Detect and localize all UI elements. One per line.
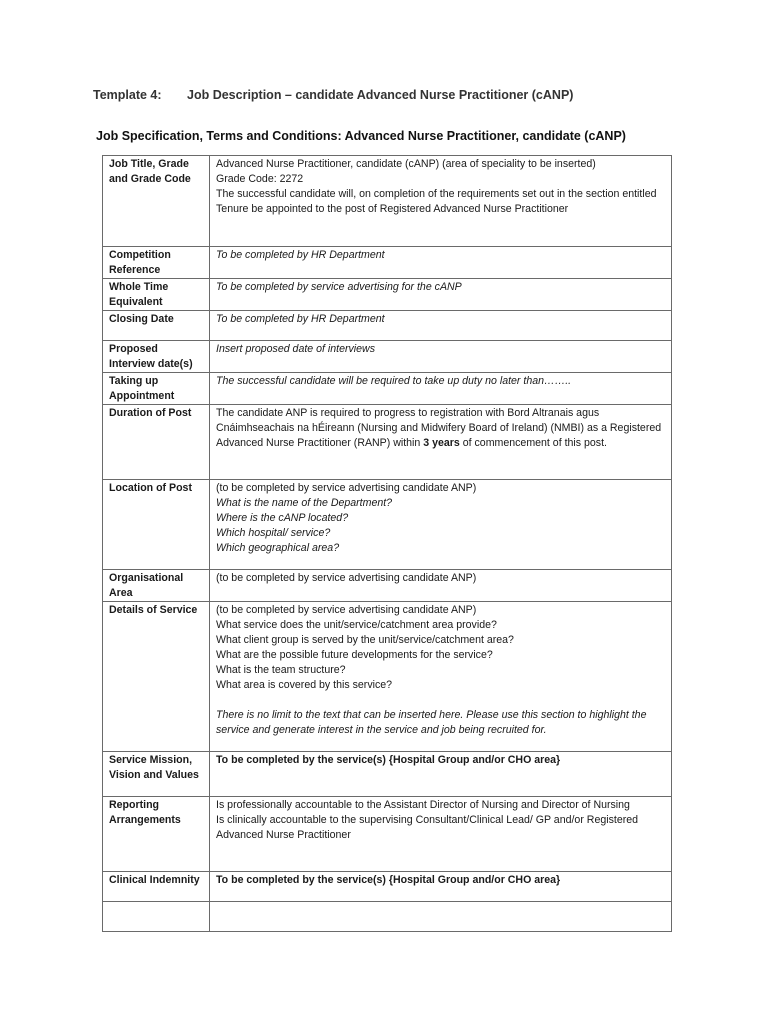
spacer [216,693,665,708]
label-clinical-indemnity: Clinical Indemnity [103,872,210,902]
service-line: What is the team structure? [216,664,346,676]
label-organisational-area: Organisational Area [103,570,210,602]
empty-label-cell [103,902,210,932]
row-organisational-area [103,570,672,602]
service-line: What client group is served by the unit/service/catchment area? [216,634,514,646]
template-title [93,88,573,102]
duration-text: The candidate ANP is required to progress to registration with Bord Altranais agus Cnáimhseachais na hÉireann (Nursing and Midwifery Board of Ireland) (NMBI) as a Registered Advanced Nurse Practitioner (RANP) within [216,407,662,449]
row-competition-reference [103,247,672,279]
job-title-line: Advanced Nurse Practitioner, candidate (cANP) (area of speciality to be inserted) [216,158,596,170]
service-line: What service does the unit/service/catchment area provide? [216,619,497,631]
value-job-title [210,156,672,247]
service-line: What area is covered by this service? [216,679,393,691]
row-location-of-post [103,480,672,570]
value-service-mission: To be completed by the service(s) {Hospital Group and/or CHO area} [210,752,672,797]
service-note: There is no limit to the text that can be inserted here. Please use this section to highlight the service and generate interest in the service and job being recruited for. [216,709,647,736]
row-details-of-service [103,602,672,752]
label-service-mission: Service Mission, Vision and Values [103,752,210,797]
location-question: What is the name of the Department? [216,497,393,509]
label-whole-time-equivalent: Whole Time Equivalent [103,279,210,311]
label-competition-reference: Competition Reference [103,247,210,279]
label-reporting-arrangements: Reporting Arrangements [103,797,210,872]
value-reporting-arrangements [210,797,672,872]
value-competition-reference: To be completed by HR Department [210,247,672,279]
value-closing-date: To be completed by HR Department [210,311,672,341]
label-details-of-service: Details of Service [103,602,210,752]
grade-code-line: Grade Code: 2272 [216,173,304,185]
value-location-of-post [210,480,672,570]
row-interview-dates [103,341,672,373]
value-whole-time-equivalent: To be completed by service advertising for the cANP [210,279,672,311]
row-clinical-indemnity [103,872,672,902]
row-service-mission [103,752,672,797]
row-empty [103,902,672,932]
value-details-of-service [210,602,672,752]
label-job-title: Job Title, Grade and Grade Code [103,156,210,247]
location-question: Where is the cANP located? [216,512,349,524]
duration-years: 3 years [423,437,460,449]
value-organisational-area: (to be completed by service advertising candidate ANP) [210,570,672,602]
value-taking-up-appointment: The successful candidate will be required to take up duty no later than…….. [210,373,672,405]
label-interview-dates: Proposed Interview date(s) [103,341,210,373]
service-line: (to be completed by service advertising candidate ANP) [216,604,477,616]
row-duration-of-post [103,405,672,480]
value-clinical-indemnity: To be completed by the service(s) {Hospital Group and/or CHO area} [210,872,672,902]
row-job-title [103,156,672,247]
label-closing-date: Closing Date [103,311,210,341]
row-closing-date [103,311,672,341]
duration-text-end: of commencement of this post. [459,437,607,449]
job-spec-table [102,155,672,932]
location-question: Which geographical area? [216,542,340,554]
label-taking-up-appointment: Taking up Appointment [103,373,210,405]
reporting-line: Is clinically accountable to the supervising Consultant/Clinical Lead/ GP and/or Registered Advanced Nurse Practitioner [216,814,639,841]
row-whole-time-equivalent [103,279,672,311]
label-location-of-post: Location of Post [103,480,210,570]
template-label: Template 4: [93,88,162,102]
row-reporting-arrangements [103,797,672,872]
value-duration-of-post [210,405,672,480]
value-interview-dates: Insert proposed date of interviews [210,341,672,373]
reporting-line: Is professionally accountable to the Assistant Director of Nursing and Director of Nursing [216,799,630,811]
service-line: What are the possible future developments for the service? [216,649,493,661]
row-taking-up-appointment [103,373,672,405]
label-duration-of-post: Duration of Post [103,405,210,480]
location-question: Which hospital/ service? [216,527,331,539]
location-intro: (to be completed by service advertising candidate ANP) [216,482,477,494]
template-title-text: Job Description – candidate Advanced Nurse Practitioner (cANP) [187,88,574,102]
empty-value-cell [210,902,672,932]
spec-heading: Job Specification, Terms and Conditions: Advanced Nurse Practitioner, candidate (cANP) [96,129,626,143]
appointment-line: The successful candidate will, on completion of the requirements set out in the section entitled Tenure be appointed to the post of Registered Advanced Nurse Practitioner [216,188,657,215]
